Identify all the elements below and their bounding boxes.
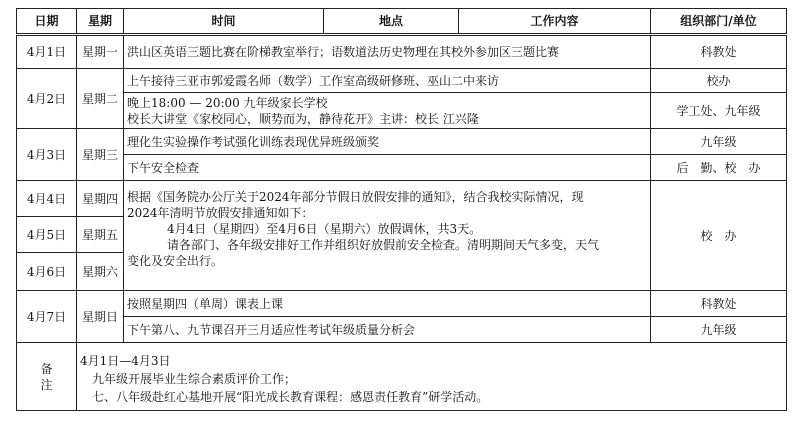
note-line: 4月1日—4月3日: [80, 353, 171, 368]
header-place: 地点: [324, 9, 459, 35]
date-cell: 4月2日: [17, 69, 77, 129]
weekday-cell: 星期五: [77, 217, 124, 253]
dept-cell: 科教处: [651, 35, 787, 69]
dept-cell: 九年级: [651, 317, 787, 343]
weekday-cell: 星期六: [77, 253, 124, 291]
header-date: 日期: [17, 9, 77, 35]
holiday-line: 根据《国务院办公厅关于2024年部分节假日放假安排的通知》，结合我校实际情况，现: [127, 190, 584, 204]
date-cell: 4月5日: [17, 217, 77, 253]
content-cell: 按照星期四（单周）课表上课: [124, 291, 651, 317]
header-time: 时间: [124, 9, 324, 35]
holiday-line: 请各部门、各年级安排好工作并组织好放假前安全检查。清明期间天气多变，天气: [167, 238, 600, 252]
weekday-cell: 星期日: [77, 291, 124, 343]
content-cell: 下午第八、九节课召开三月适应性考试年级质量分析会: [124, 317, 651, 343]
date-cell: 4月4日: [17, 181, 77, 217]
header-work: 工作内容: [459, 9, 651, 35]
table-row: [17, 129, 787, 155]
notes-row: [17, 343, 787, 411]
holiday-notice: [124, 181, 651, 291]
note-line: 九年级开展毕业生综合素质评价工作；: [92, 371, 297, 386]
content-line: 校长大讲堂《家校同心，顺势而为，静待花开》主讲：校长 江兴隆: [127, 111, 479, 126]
weekday-cell: 星期四: [77, 181, 124, 217]
content-cell: 洪山区英语三题比赛在阶梯教室举行；语数道法历史物理在其校外参加区三题比赛: [124, 35, 651, 69]
dept-cell: 校办: [651, 69, 787, 93]
dept-cell: 科教处: [651, 291, 787, 317]
table-row: [17, 181, 787, 217]
dept-cell: 后 勤、校 办: [651, 155, 787, 181]
schedule-table: [16, 8, 787, 411]
date-cell: 4月7日: [17, 291, 77, 343]
notes-label: 备 注: [17, 343, 77, 411]
content-cell: [124, 93, 651, 129]
dept-cell: 九年级: [651, 129, 787, 155]
notes-content: [77, 343, 787, 411]
header-row: [17, 9, 787, 35]
dept-cell: 学工处、九年级: [651, 93, 787, 129]
content-cell: 上午接待三亚市郭爱霞名师（数学）工作室高级研修班、巫山二中来访: [124, 69, 651, 93]
weekday-cell: 星期二: [77, 69, 124, 129]
content-cell: 下午安全检查: [124, 155, 651, 181]
table-row: [17, 155, 787, 181]
date-cell: 4月6日: [17, 253, 77, 291]
header-weekday: 星期: [77, 9, 124, 35]
holiday-line: 变化及安全出行。: [127, 254, 224, 268]
table-row: [17, 291, 787, 317]
table-row: [17, 317, 787, 343]
table-row: [17, 93, 787, 129]
note-line: 七、八年级赴红心基地开展“阳光成长教育课程：感恩责任教育”研学活动。: [92, 389, 489, 404]
date-cell: 4月1日: [17, 35, 77, 69]
header-dept: 组织部门/单位: [651, 9, 787, 35]
schedule-sheet: [16, 8, 786, 436]
weekday-cell: 星期三: [77, 129, 124, 181]
date-cell: 4月3日: [17, 129, 77, 181]
holiday-line: 4月4日（星期四）至4月6日（星期六）放假调休，共3天。: [167, 222, 482, 236]
table-row: [17, 69, 787, 93]
weekday-cell: 星期一: [77, 35, 124, 69]
content-cell: 理化生实验操作考试强化训练表现优异班级颁奖: [124, 129, 651, 155]
holiday-line: 2024年清明节放假安排通知如下：: [127, 206, 314, 220]
table-row: [17, 35, 787, 69]
dept-cell: 校 办: [651, 181, 787, 291]
content-line: 晚上18:00 — 20:00 九年级家长学校: [127, 95, 328, 110]
